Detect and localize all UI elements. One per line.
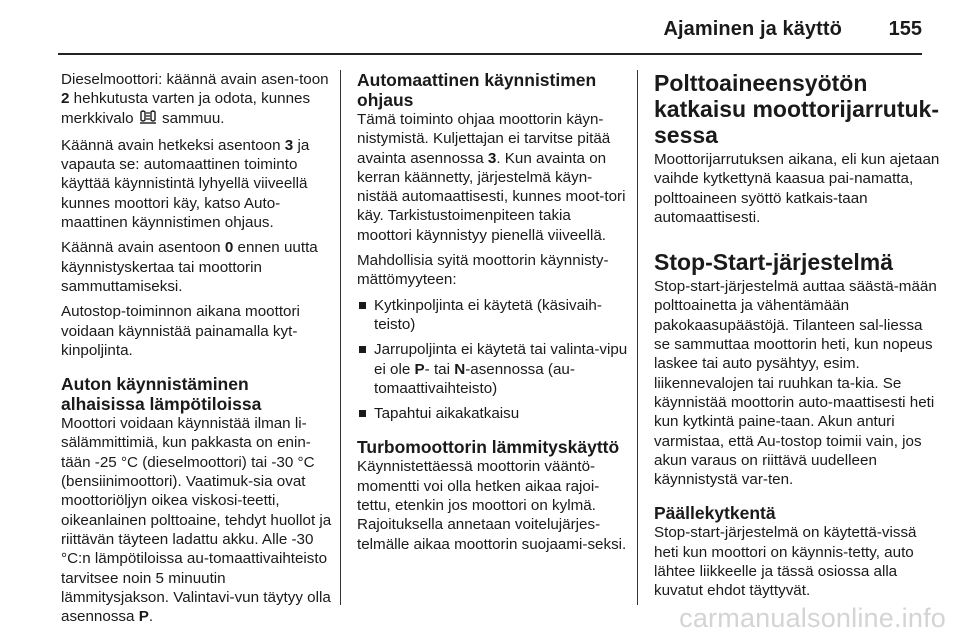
paragraph-turbo-warmup: Käynnistettäessä moottorin vääntö-momentti voi olla hetken aikaa rajoi-tettu, etenkin jos moottori on kylmä. Rajoituksella annetaan voitelujärjes-telmälle aikaa moottorin suojaami-seksi. [357,458,627,553]
heading-fuel-cutoff: Polttoaineensyötön katkaisu moottorijarrutuk-sessa [654,70,939,148]
heading-activation: Päällekytkentä [654,503,776,524]
paragraph-key-position-0: Käännä avain asentoon 0 ennen uutta käynnistyskertaa tai moottorin sammuttamiseksi. [61,239,318,295]
heading-stop-start: Stop-Start-järjestelmä [654,249,894,276]
column-3 [654,70,940,607]
paragraph-activation: Stop-start-järjestelmä on käytettä-vissä heti kun moottori on käynnis-tetty, auto lähtee liikkeelle ja tässä osiossa alla kuvatut ehdot täyttyvät. [654,524,917,600]
paragraph-cold-start: Moottori voidaan käynnistää ilman li-sälämmittimiä, kun pakkasta on enin-tään -25 °C (dieselmoottori) tai -30 °C (bensiinimoottori). Vaatimuk-sia ovat moottoriöljyn oikea viskosi-teetti, oikeanlainen polttoaine, tehdyt huollot ja riittävän täyteen ladattu akku. Alle -30 °C:n lämpötiloissa au-tomaattivaihteisto tarvitsee noin 5 minuutin lämmitysjakson. Valintavi-vun täytyy olla asennossa P. [61,415,332,626]
paragraph-autostop: Autostop-toiminnon aikana moottori voidaan käynnistää painamalla kyt-kinpoljinta. [61,303,300,359]
list-item: Kytkinpoljinta ei käytetä (käsivaih-teisto) [357,296,629,335]
reasons-list [357,296,629,424]
paragraph-key-position-3: Käännä avain hetkeksi asentoon 3 ja vapauta se: automaattinen toiminto käyttää käynnistintä lyhyellä viiveellä kunnes moottori käy, katso Auto-maattinen käynnistimen ohjaus. [61,136,310,232]
header-rule [58,53,922,55]
page-number: 155 [888,18,922,40]
heading-auto-starter: Automaattinen käynnistimen ohjaus [357,70,597,110]
column-divider-1 [340,70,341,605]
paragraph-stop-start: Stop-start-järjestelmä auttaa säästä-mään polttoainetta ja vähentämään pakokaasupäästöjä. Tilanteen sal-liessa se sammuttaa moottorin heti, kun nopeus laskee tai auto pysähtyy, esim. liikennevalojen tai ruuhkan ta-kia. Se käynnistää moottorin auto-maattisesti heti kun kytkintä paine-taan. Akun anturi varmistaa, että Au-tostop toimii vain, jos akun varaus on riittävä uudelleen käynnistystä var-ten. [654,278,937,489]
heading-turbo-warmup: Turbomoottorin lämmityskäyttö [357,437,620,458]
column-1 [61,70,333,632]
column-divider-2 [637,70,638,605]
paragraph-fuel-cutoff: Moottorijarrutuksen aikana, eli kun ajetaan vaihde kytkettynä kaasua pai-namatta, polttoaineen syöttö katkais-taan automaattisesti. [654,151,940,226]
column-2 [357,70,629,560]
glow-plug-indicator-icon [138,109,158,130]
list-item: Tapahtui aikakatkaisu [357,404,629,423]
watermark: carmanualsonline.info [679,603,946,633]
page-header [0,0,960,58]
paragraph-diesel-glow: Dieselmoottori: käännä avain asen-toon 2 hehkutusta varten ja odota, kunnes merkkivalo sammuu. [61,70,333,130]
paragraph-auto-starter: Tämä toiminto ohjaa moottorin käyn-nistymistä. Kuljettajan ei tarvitse pitää avainta asennossa 3. Kun avainta on kerran käännetty, järjestelmä käyn-nistää automaattisesti, kunnes moot-tori käy. Tarkistustoimenpiteen takia moottori käynnistyy pienellä viiveellä. [357,111,626,244]
paragraph-reasons: Mahdollisia syitä moottorin käynnisty-mättömyyteen: [357,252,609,289]
list-item: Jarrupoljinta ei käytetä tai valinta-vipu ei ole P- tai N-asennossa (au-tomaattivaihteisto) [357,340,629,398]
section-title: Ajaminen ja käyttö [663,18,842,40]
heading-cold-start: Auton käynnistäminen alhaisissa lämpötiloissa [61,374,262,415]
